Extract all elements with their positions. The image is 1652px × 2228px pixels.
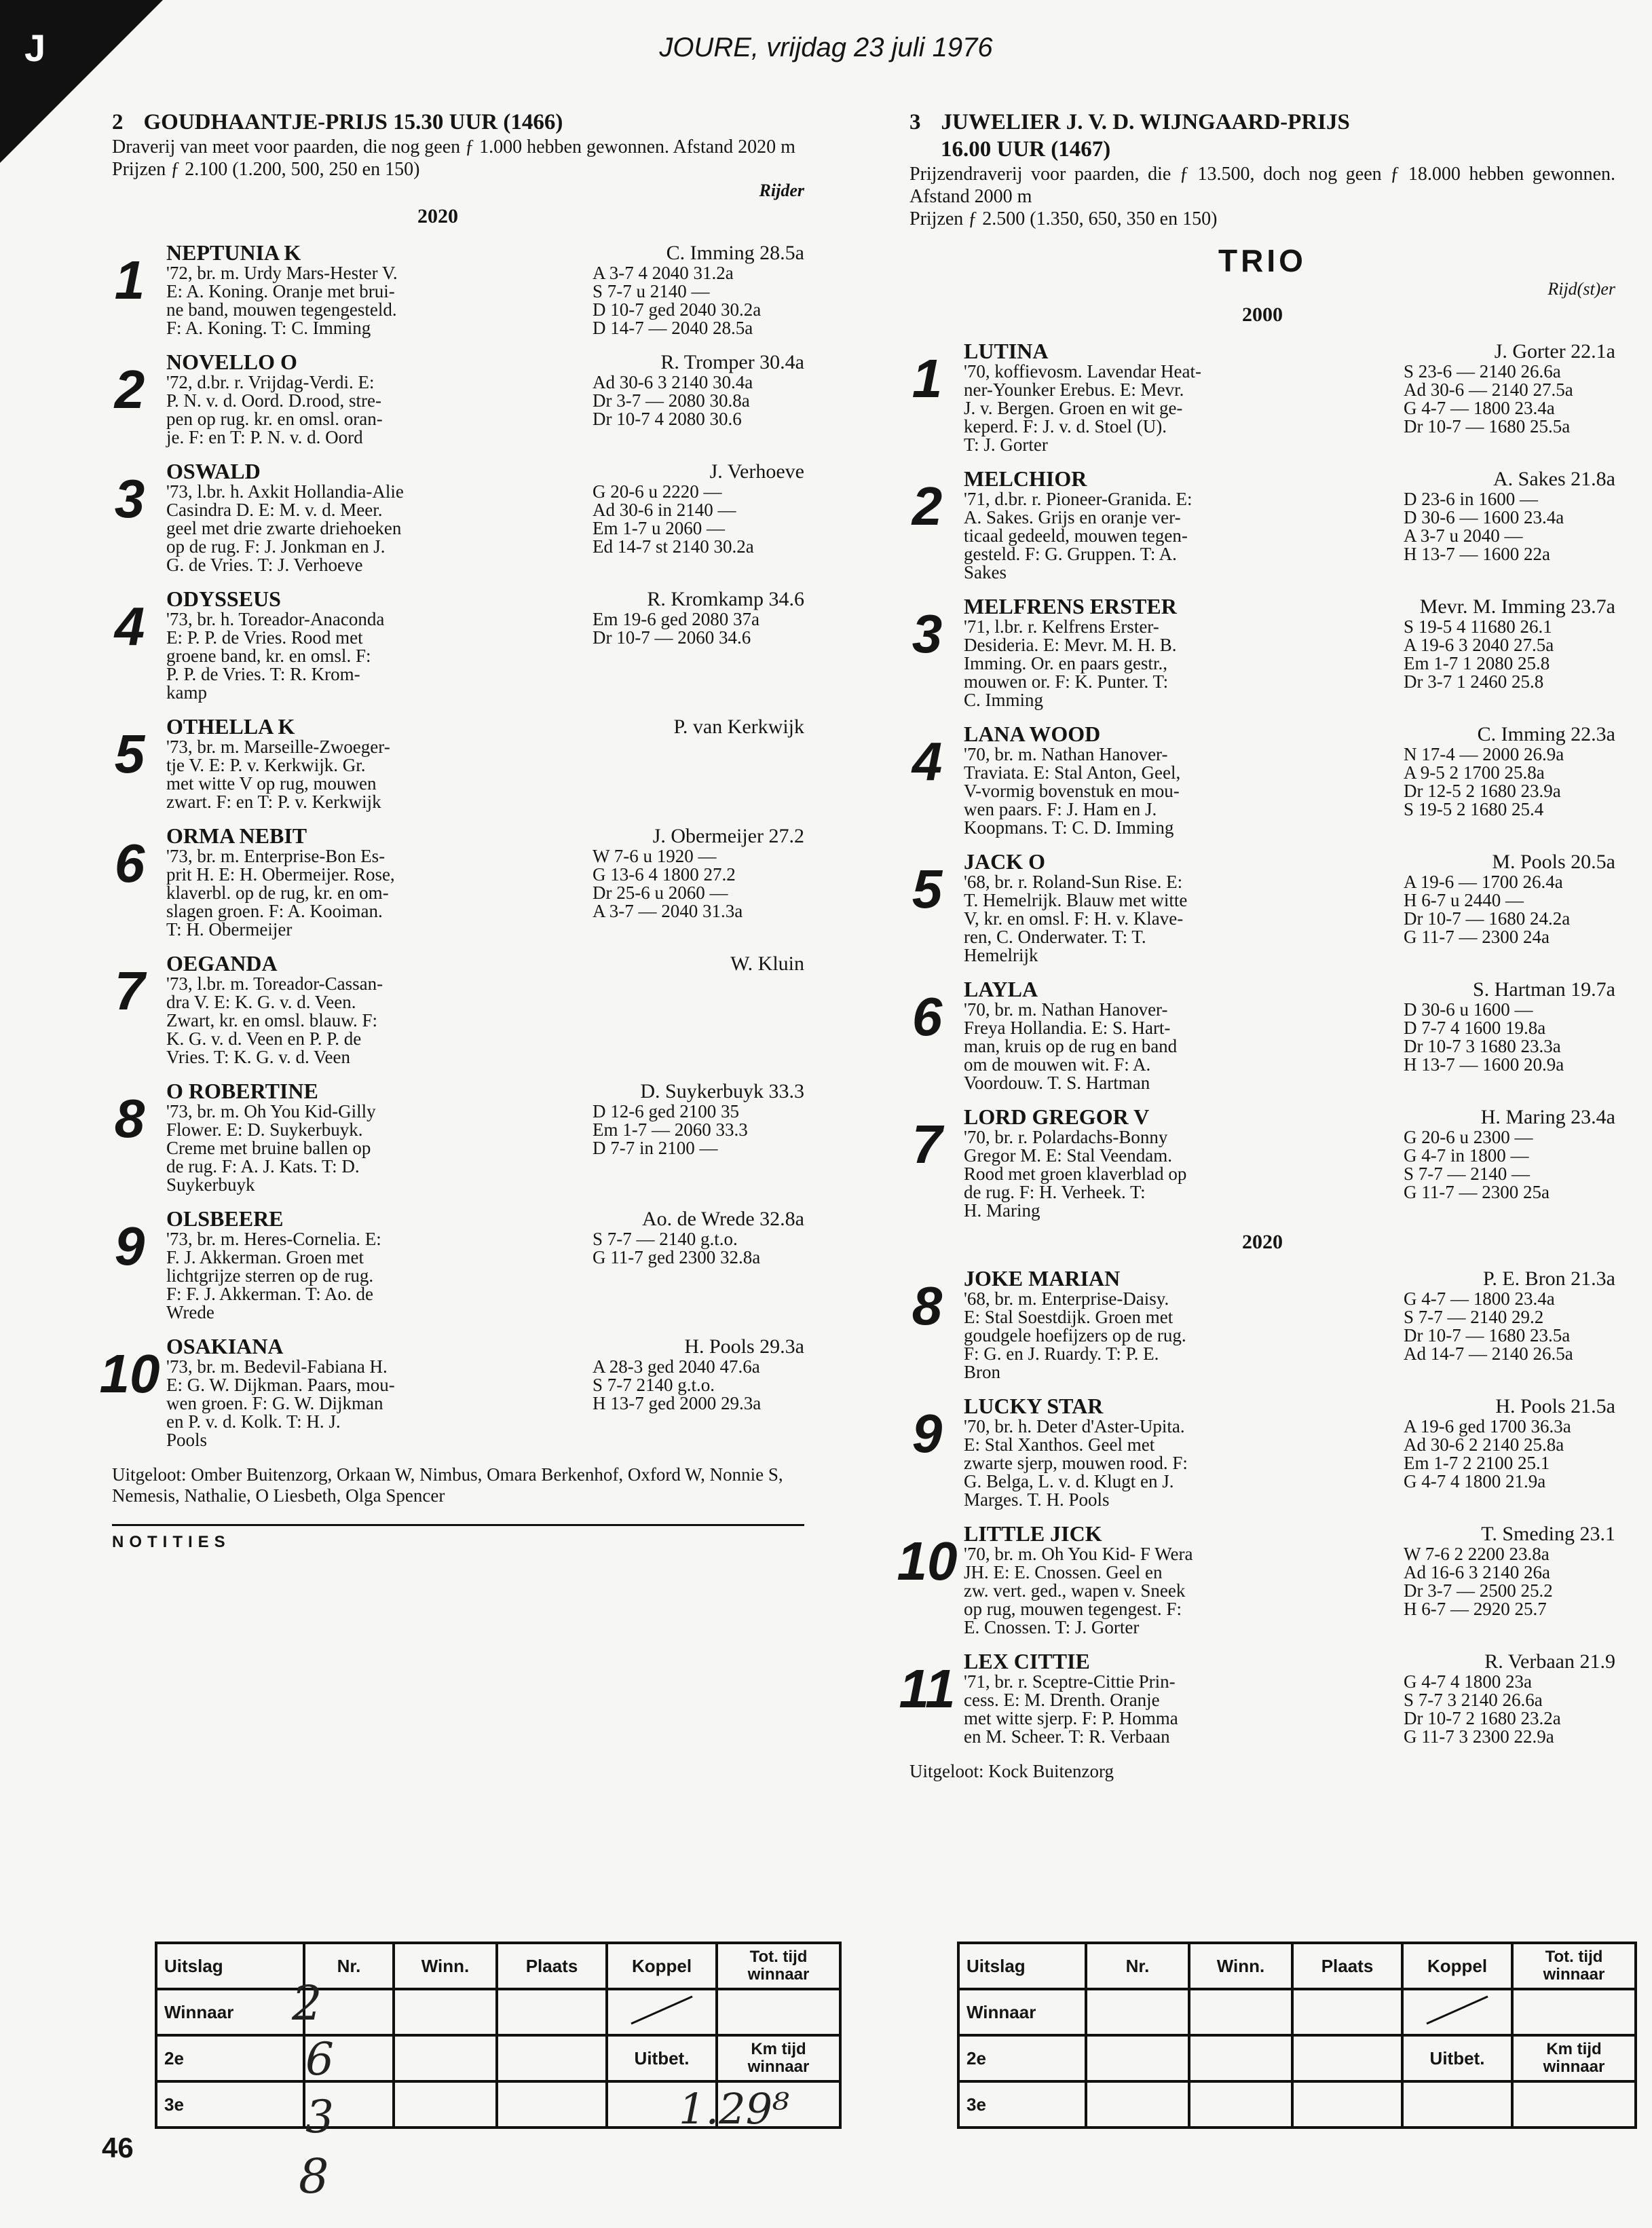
- horse-name: O ROBERTINE: [166, 1079, 318, 1103]
- horse-name: JOKE MARIAN: [964, 1266, 1121, 1291]
- horse-form: [593, 738, 804, 811]
- horse-rider: J. Obermeijer 27.2: [652, 825, 804, 847]
- horse-number: 1: [114, 250, 145, 310]
- cell: [1512, 1989, 1636, 2035]
- horse-rider: J. Verhoeve: [709, 460, 804, 483]
- horse-description: '71, l.br. r. Kelfrens Erster- Desideria. E: Mevr. M. H. B. Imming. Or. en paars gestr., mouwen or. F: K. Punter. T: C. Imming: [964, 616, 1177, 710]
- horse-header: [964, 978, 1615, 1001]
- horse-rider: R. Tromper 30.4a: [660, 351, 804, 373]
- horse-form: A 19-6 — 1700 26.4a H 6-7 u 2440 — Dr 10-7 — 1680 24.2a G 11-7 — 2300 24a: [1404, 872, 1571, 947]
- cell: [1292, 2081, 1402, 2128]
- horse-entry: [909, 595, 1615, 709]
- horse-header: [166, 1335, 804, 1358]
- horse-name: NOVELLO O: [166, 350, 297, 374]
- race-description: Draverij van meet voor paarden, die nog geen ƒ 1.000 hebben gewonnen. Afstand 2020 m: [112, 136, 795, 157]
- horse-entry: [909, 978, 1615, 1092]
- horse-name: JACK O: [964, 849, 1045, 874]
- horse-body: [166, 847, 804, 939]
- horse-number: 4: [114, 596, 145, 656]
- horse-entry: [909, 468, 1615, 582]
- horse-rider: S. Hartman 19.7a: [1473, 978, 1615, 1001]
- cell: [394, 2035, 497, 2081]
- horse-header: [964, 723, 1615, 745]
- excluded-horses: Uitgeloot: Kock Buitenzorg: [909, 1761, 1114, 1781]
- horse-description: '73, br. m. Oh You Kid-Gilly Flower. E: D. Suykerbuyk. Creme met bruine ballen op de rug. F: A. J. Kats. T: D. Suykerbuyk: [166, 1101, 376, 1195]
- horse-number: 2: [114, 359, 145, 420]
- cell: [1086, 2081, 1189, 2128]
- horse-number: 7: [912, 1114, 943, 1174]
- horse-header: [964, 1523, 1615, 1545]
- row-winnaar: Winnaar: [958, 1989, 1086, 2035]
- horse-rider: A. Sakes 21.8a: [1493, 468, 1615, 490]
- result-table-right: [957, 1942, 1637, 2129]
- cell-slash: [1402, 1989, 1512, 2035]
- col-uitslag: Uitslag: [156, 1943, 304, 1989]
- horse-body: [166, 738, 804, 811]
- cell-slash: [607, 1989, 717, 2035]
- horse-body: [166, 1102, 804, 1194]
- horse-description: '70, br. m. Nathan Hanover- Freya Hollandia. E: S. Hart- man, kruis op de rug en band om de mouwen wit. F: A. Voordouw. T. S. Hartman: [964, 999, 1178, 1093]
- horse-header: [166, 716, 804, 738]
- cell: [394, 1989, 497, 2035]
- horse-list: [99, 240, 804, 1450]
- race-distance: 2020: [417, 205, 458, 227]
- horse-rider: C. Imming 22.3a: [1477, 723, 1615, 745]
- horse-entry: [909, 851, 1615, 965]
- horse-form: D 12-6 ged 2100 35 Em 1-7 — 2060 33.3 D 7-7 in 2100 —: [593, 1101, 748, 1158]
- race-description: Prijzendraverij voor paarden, die ƒ 13.500, doch nog geen ƒ 18.000 hebben gewonnen. Afstand 2000 m: [909, 164, 1615, 207]
- cell: [1292, 1989, 1402, 2035]
- cell: [1086, 1989, 1189, 2035]
- km-tijd-label: Km tijd winnaar: [717, 2035, 840, 2081]
- row-3e: 3e: [156, 2081, 304, 2128]
- horse-form: A 28-3 ged 2040 47.6a S 7-7 2140 g.t.o. H 13-7 ged 2000 29.3a: [593, 1356, 762, 1413]
- horse-description: '70, br. m. Oh You Kid- F Wera JH. E: E. Cnossen. Geel en zw. vert. ged., wapen v. Sneek op rug, mouwen tegengest. F: E. Cnossen. T: J. Gorter: [964, 1544, 1193, 1637]
- col-tot-tijd: Tot. tijd winnaar: [1512, 1943, 1636, 1989]
- horse-header: [166, 1080, 804, 1102]
- horse-rider: J. Gorter 22.1a: [1494, 340, 1615, 363]
- horse-number: 6: [114, 833, 145, 893]
- horse-entry: [112, 460, 804, 574]
- race-prizes: Prijzen ƒ 2.500 (1.350, 650, 350 en 150): [909, 208, 1218, 229]
- horse-body: [166, 373, 804, 447]
- cell: [1512, 2081, 1636, 2128]
- horse-body: [964, 1001, 1615, 1092]
- race-prizes: Prijzen ƒ 2.100 (1.200, 500, 250 en 150): [112, 159, 420, 180]
- horse-body: [964, 1545, 1615, 1637]
- horse-rider: H. Maring 23.4a: [1480, 1106, 1615, 1128]
- horse-header: [964, 340, 1615, 363]
- horse-entry: [99, 1334, 804, 1450]
- horse-rider: D. Suykerbuyk 33.3: [640, 1080, 804, 1102]
- horse-number: 3: [912, 604, 943, 664]
- horse-number: 10: [897, 1531, 958, 1591]
- cell: [497, 2081, 607, 2128]
- race-number: 3: [909, 110, 921, 134]
- col-winn: Winn.: [1189, 1943, 1292, 1989]
- horse-header: [964, 595, 1615, 618]
- horse-name: LAYLA: [964, 977, 1038, 1001]
- handwritten-extra: 8: [299, 2149, 329, 2204]
- horse-description: '72, d.br. r. Vrijdag-Verdi. E: P. N. v. d. Oord. D.rood, stre- pen op rug. kr. en omsl. oran- je. F: en T: P. N. v. d. Oord: [166, 372, 383, 447]
- horse-number: 10: [99, 1343, 160, 1404]
- horse-form: Em 19-6 ged 2080 37a Dr 10-7 — 2060 34.6: [593, 609, 759, 648]
- horse-form: G 20-6 u 2300 — G 4-7 in 1800 — S 7-7 — 2140 — G 11-7 — 2300 25a: [1404, 1127, 1550, 1202]
- horse-form: D 30-6 u 1600 — D 7-7 4 1600 19.8a Dr 10-7 3 1680 23.3a H 13-7 — 1600 20.9a: [1404, 999, 1564, 1075]
- handwritten-winner: 2: [292, 1975, 322, 2031]
- slash-mark: [1420, 1993, 1495, 2027]
- horse-header: [964, 1106, 1615, 1128]
- row-2e: 2e: [958, 2035, 1086, 2081]
- cell: [394, 2081, 497, 2128]
- horse-body: [964, 873, 1615, 965]
- horse-entry: [909, 1395, 1615, 1509]
- horse-name: MELFRENS ERSTER: [964, 594, 1177, 618]
- horse-form: D 23-6 in 1600 — D 30-6 — 1600 23.4a A 3-7 u 2040 — H 13-7 — 1600 22a: [1404, 489, 1564, 564]
- col-plaats: Plaats: [1292, 1943, 1402, 1989]
- horse-description: '72, br. m. Urdy Mars-Hester V. E: A. Koning. Oranje met brui- ne band, mouwen tegengesteld. F: A. Koning. T: C. Imming: [166, 263, 398, 338]
- horse-description: '68, br. m. Enterprise-Daisy. E: Stal Soestdijk. Groen met goudgele hoefijzers op de rug. F: G. en J. Ruardy. T: P. E. Bron: [964, 1288, 1186, 1382]
- cell: [1189, 2081, 1292, 2128]
- horse-body: [964, 1673, 1615, 1746]
- horse-description: '70, koffievosm. Lavendar Heat- ner-Younker Erebus. E: Mevr. J. v. Bergen. Groen en wit ge- keperd. F: J. v. d. Stoel (U). T: J. Gorter: [964, 361, 1201, 455]
- horse-number: 3: [114, 468, 145, 529]
- horse-entry: [897, 1521, 1615, 1637]
- horse-number: 1: [912, 348, 943, 409]
- horse-rider: C. Imming 28.5a: [666, 242, 804, 264]
- horse-header: [166, 351, 804, 373]
- horse-header: [166, 1208, 804, 1230]
- horse-entry: [909, 340, 1615, 454]
- horse-form: Ad 30-6 3 2140 30.4a Dr 3-7 — 2080 30.8a Dr 10-7 4 2080 30.6: [593, 372, 753, 429]
- horse-header: [964, 851, 1615, 873]
- horse-form: G 4-7 — 1800 23.4a S 7-7 — 2140 29.2 Dr 10-7 — 1680 23.5a Ad 14-7 — 2140 26.5a: [1404, 1288, 1573, 1364]
- horse-description: '68, br. r. Roland-Sun Rise. E: T. Hemelrijk. Blauw met witte V, kr. en omsl. F: H. v. Klave- ren, C. Onderwater. T: T. Hemelrijk: [964, 872, 1188, 965]
- horse-form: A 19-6 ged 1700 36.3a Ad 30-6 2 2140 25.8a Em 1-7 2 2100 25.1 G 4-7 4 1800 21.9a: [1404, 1416, 1571, 1491]
- horse-number: 5: [912, 859, 943, 919]
- horse-name: OEGANDA: [166, 951, 278, 976]
- horse-description: '70, br. r. Polardachs-Bonny Gregor M. E: Stal Veendam. Rood met groen klaverblad op de rug. F: H. Verheek. T: H. Maring: [964, 1127, 1187, 1221]
- horse-description: '73, br. m. Marseille-Zwoeger- tje V. E: P. v. Kerkwijk. Gr. met witte V op rug, mouwen zwart. F: en T: P. v. Kerkwijk: [166, 737, 390, 812]
- horse-number: 11: [899, 1658, 956, 1719]
- race-left-column: [99, 109, 804, 1552]
- horse-name: NEPTUNIA K: [166, 240, 301, 265]
- row-winnaar: Winnaar: [156, 1989, 304, 2035]
- horse-name: MELCHIOR: [964, 466, 1087, 491]
- horse-entry: [112, 1080, 804, 1194]
- horse-header: [166, 952, 804, 975]
- horse-description: '73, l.br. h. Axkit Hollandia-Alie Casindra D. E: M. v. d. Meer. geel met drie zwarte driehoeken op de rug. F: J. Jonkman en J. G. de Vries. T: J. Verhoeve: [166, 481, 404, 575]
- horse-entry: [899, 1649, 1615, 1747]
- horse-name: LANA WOOD: [964, 722, 1101, 746]
- horse-description: '73, br. m. Enterprise-Bon Es- prit H. E: H. Obermeijer. Rose, klaverbl. op de rug, kr. en om- slagen groen. F: A. Kooiman. T: H. Obermeijer: [166, 846, 395, 940]
- horse-header: [964, 1395, 1615, 1417]
- horse-body: [964, 745, 1615, 837]
- horse-name: LEX CITTIE: [964, 1649, 1090, 1673]
- handwritten-third: 3: [305, 2091, 334, 2143]
- section-letter: J: [24, 26, 46, 69]
- rider-label: Rijder: [759, 181, 804, 200]
- horse-rider: H. Pools 29.3a: [684, 1335, 804, 1358]
- horse-entry: [112, 825, 804, 939]
- horse-form: S 7-7 — 2140 g.t.o. G 11-7 ged 2300 32.8a: [593, 1229, 761, 1267]
- col-plaats: Plaats: [497, 1943, 607, 1989]
- horse-name: LORD GREGOR V: [964, 1104, 1150, 1129]
- col-nr: Nr.: [304, 1943, 394, 1989]
- horse-name: LUCKY STAR: [964, 1394, 1104, 1418]
- race-right-column: [897, 109, 1615, 1782]
- horse-description: '71, br. r. Sceptre-Cittie Prin- cess. E: M. Drenth. Oranje met witte sjerp. F: P. Homma en M. Scheer. T: R. Verbaan: [964, 1671, 1178, 1747]
- horse-number: 5: [114, 724, 145, 784]
- horse-rider: P. van Kerkwijk: [673, 716, 804, 738]
- horse-entry: [112, 588, 804, 702]
- horse-number: 4: [912, 731, 943, 792]
- horse-header: [166, 588, 804, 610]
- horse-header: [166, 242, 804, 264]
- row-2e: 2e: [156, 2035, 304, 2081]
- col-nr: Nr.: [1086, 1943, 1189, 1989]
- cell: [1292, 2035, 1402, 2081]
- page-number: 46: [102, 2132, 134, 2164]
- horse-form: A 3-7 4 2040 31.2a S 7-7 u 2140 — D 10-7 ged 2040 30.2a D 14-7 — 2040 28.5a: [593, 263, 762, 338]
- horse-entry: [112, 242, 804, 337]
- race-distance-2: 2020: [1242, 1231, 1283, 1253]
- horse-body: [964, 1128, 1615, 1220]
- uitbet-label: Uitbet.: [607, 2035, 717, 2081]
- horse-body: [166, 264, 804, 337]
- horse-body: [964, 490, 1615, 582]
- handwritten-second: 6: [305, 2033, 334, 2085]
- slash-mark: [624, 1993, 699, 2027]
- horse-name: LITTLE JICK: [964, 1521, 1102, 1546]
- km-tijd-label: Km tijd winnaar: [1512, 2035, 1636, 2081]
- row-3e: 3e: [958, 2081, 1086, 2128]
- race-title: [909, 109, 1615, 136]
- horse-body: [964, 363, 1615, 454]
- cell: [717, 1989, 840, 2035]
- horse-form: S 23-6 — 2140 26.6a Ad 30-6 — 2140 27.5a G 4-7 — 1800 23.4a Dr 10-7 — 1680 25.5a: [1404, 361, 1573, 437]
- divider: [112, 1524, 804, 1526]
- horse-form: S 19-5 4 11680 26.1 A 19-6 3 2040 27.5a Em 1-7 1 2080 25.8 Dr 3-7 1 2460 25.8: [1404, 616, 1554, 692]
- horse-number: 9: [114, 1216, 145, 1276]
- horse-form: G 4-7 4 1800 23a S 7-7 3 2140 26.6a Dr 10-7 2 1680 23.2a G 11-7 3 2300 22.9a: [1404, 1671, 1561, 1747]
- cell: [1189, 1989, 1292, 2035]
- horse-entry: [909, 1106, 1615, 1220]
- horse-rider: P. E. Bron 21.3a: [1483, 1267, 1615, 1290]
- horse-description: '73, br. m. Heres-Cornelia. E: F. J. Akkerman. Groen met lichtgrijze sterren op de rug. F: F. J. Akkerman. T: Ao. de Wrede: [166, 1229, 381, 1322]
- uitbet-label: Uitbet.: [1402, 2035, 1512, 2081]
- horse-name: ORMA NEBIT: [166, 823, 307, 848]
- horse-body: [166, 1230, 804, 1322]
- cell: [1086, 2035, 1189, 2081]
- horse-body: [964, 618, 1615, 709]
- horse-header: [166, 460, 804, 483]
- horse-form: W 7-6 u 1920 — G 13-6 4 1800 27.2 Dr 25-6 u 2060 — A 3-7 — 2040 31.3a: [593, 846, 743, 921]
- cell: [1402, 2081, 1512, 2128]
- horse-body: [166, 610, 804, 702]
- cell: [1189, 2035, 1292, 2081]
- horse-body: [166, 483, 804, 574]
- rider-label: Rijd(st)er: [1547, 279, 1615, 299]
- horse-form: G 20-6 u 2220 — Ad 30-6 in 2140 — Em 1-7 u 2060 — Ed 14-7 st 2140 30.2a: [593, 481, 754, 557]
- race-number: 2: [112, 110, 124, 134]
- horse-rider: H. Pools 21.5a: [1495, 1395, 1615, 1417]
- race-distance: 2000: [1242, 303, 1283, 326]
- horse-rider: Mevr. M. Imming 23.7a: [1419, 595, 1615, 618]
- horse-number: 2: [912, 476, 943, 536]
- horse-description: '70, br. h. Deter d'Aster-Upita. E: Stal Xanthos. Geel met zwarte sjerp, mouwen rood. F: G. Belga, L. v. d. Klugt en J. Marges. T. H. Pools: [964, 1416, 1188, 1510]
- horse-rider: R. Verbaan 21.9: [1484, 1650, 1615, 1673]
- horse-rider: R. Kromkamp 34.6: [647, 588, 804, 610]
- cell: [497, 1989, 607, 2035]
- notes-heading: NOTITIES: [112, 1533, 231, 1551]
- horse-entry: [909, 723, 1615, 837]
- horse-body: [166, 1358, 804, 1449]
- col-winn: Winn.: [394, 1943, 497, 1989]
- excluded-horses: Uitgeloot: Omber Buitenzorg, Orkaan W, Nimbus, Omara Berkenhof, Oxford W, Nonnie S, Nemesis, Nathalie, O Liesbeth, Olga Spencer: [112, 1464, 783, 1506]
- page-header: JOURE, vrijdag 23 juli 1976: [659, 33, 993, 62]
- horse-header: [964, 1267, 1615, 1290]
- horse-entry: [112, 1208, 804, 1322]
- horse-rider: M. Pools 20.5a: [1492, 851, 1615, 873]
- horse-number: 8: [114, 1088, 145, 1149]
- horse-list: [897, 339, 1615, 1747]
- col-tot-tijd: Tot. tijd winnaar: [717, 1943, 840, 1989]
- horse-name: OSWALD: [166, 459, 261, 483]
- horse-body: [964, 1417, 1615, 1509]
- horse-number: 6: [912, 986, 943, 1047]
- horse-entry: [112, 351, 804, 447]
- horse-entry: [112, 952, 804, 1066]
- horse-name: OSAKIANA: [166, 1334, 284, 1358]
- horse-header: [166, 825, 804, 847]
- horse-number: 7: [114, 961, 145, 1021]
- horse-entry: [909, 1267, 1615, 1381]
- horse-rider: T. Smeding 23.1: [1481, 1523, 1615, 1545]
- horse-description: '73, l.br. m. Toreador-Cassan- dra V. E: K. G. v. d. Veen. Zwart, kr. en omsl. blauw. F: K. G. v. d. Veen en P. P. de Vries. T: K. G. v. d. Veen: [166, 973, 383, 1067]
- horse-rider: W. Kluin: [730, 952, 804, 975]
- horse-header: [964, 468, 1615, 490]
- horse-description: '73, br. m. Bedevil-Fabiana H. E: G. W. Dijkman. Paars, mou- wen groen. F: G. W. Dijkman en P. v. d. Kolk. T: H. J. Pools: [166, 1356, 395, 1450]
- horse-entry: [112, 716, 804, 811]
- horse-description: '70, br. m. Nathan Hanover- Traviata. E: Stal Anton, Geel, V-vormig bovenstuk en mou- wen paars. F: J. Ham en J. Koopmans. T: C. D. Imming: [964, 744, 1181, 838]
- horse-rider: Ao. de Wrede 32.8a: [642, 1208, 804, 1230]
- cell: [497, 2035, 607, 2081]
- race-name: GOUDHAANTJE-PRIJS 15.30 UUR (1466): [143, 110, 563, 134]
- horse-name: OLSBEERE: [166, 1206, 284, 1231]
- col-koppel: Koppel: [607, 1943, 717, 1989]
- horse-header: [964, 1650, 1615, 1673]
- col-uitslag: Uitslag: [958, 1943, 1086, 1989]
- horse-name: LUTINA: [964, 339, 1049, 363]
- horse-number: 9: [912, 1403, 943, 1464]
- horse-body: [166, 975, 804, 1066]
- race-time: 16.00 UUR (1467): [941, 137, 1111, 162]
- horse-name: OTHELLA K: [166, 714, 295, 739]
- race-name: JUWELIER J. V. D. WIJNGAARD-PRIJS: [941, 110, 1350, 134]
- horse-description: '71, d.br. r. Pioneer-Granida. E: A. Sakes. Grijs en oranje ver- ticaal gedeeld, mouwen tegen- gesteld. F: G. Gruppen. T: A. Sakes: [964, 489, 1193, 582]
- horse-name: ODYSSEUS: [166, 587, 281, 611]
- race-title: [112, 109, 804, 136]
- horse-form: [593, 975, 804, 1066]
- horse-description: '73, br. h. Toreador-Anaconda E: P. P. de Vries. Rood met groene band, kr. en omsl. F: P. P. de Vries. T: R. Krom- kamp: [166, 609, 385, 703]
- handwritten-km-time: 1.29⁸: [679, 2084, 789, 2134]
- col-koppel: Koppel: [1402, 1943, 1512, 1989]
- trio-label: TRIO: [1218, 243, 1307, 278]
- horse-form: W 7-6 2 2200 23.8a Ad 16-6 3 2140 26a Dr 3-7 — 2500 25.2 H 6-7 — 2920 25.7: [1404, 1544, 1553, 1619]
- horse-body: [964, 1290, 1615, 1381]
- horse-form: N 17-4 — 2000 26.9a A 9-5 2 1700 25.8a Dr 12-5 2 1680 23.9a S 19-5 2 1680 25.4: [1404, 744, 1564, 819]
- horse-number: 8: [912, 1276, 943, 1336]
